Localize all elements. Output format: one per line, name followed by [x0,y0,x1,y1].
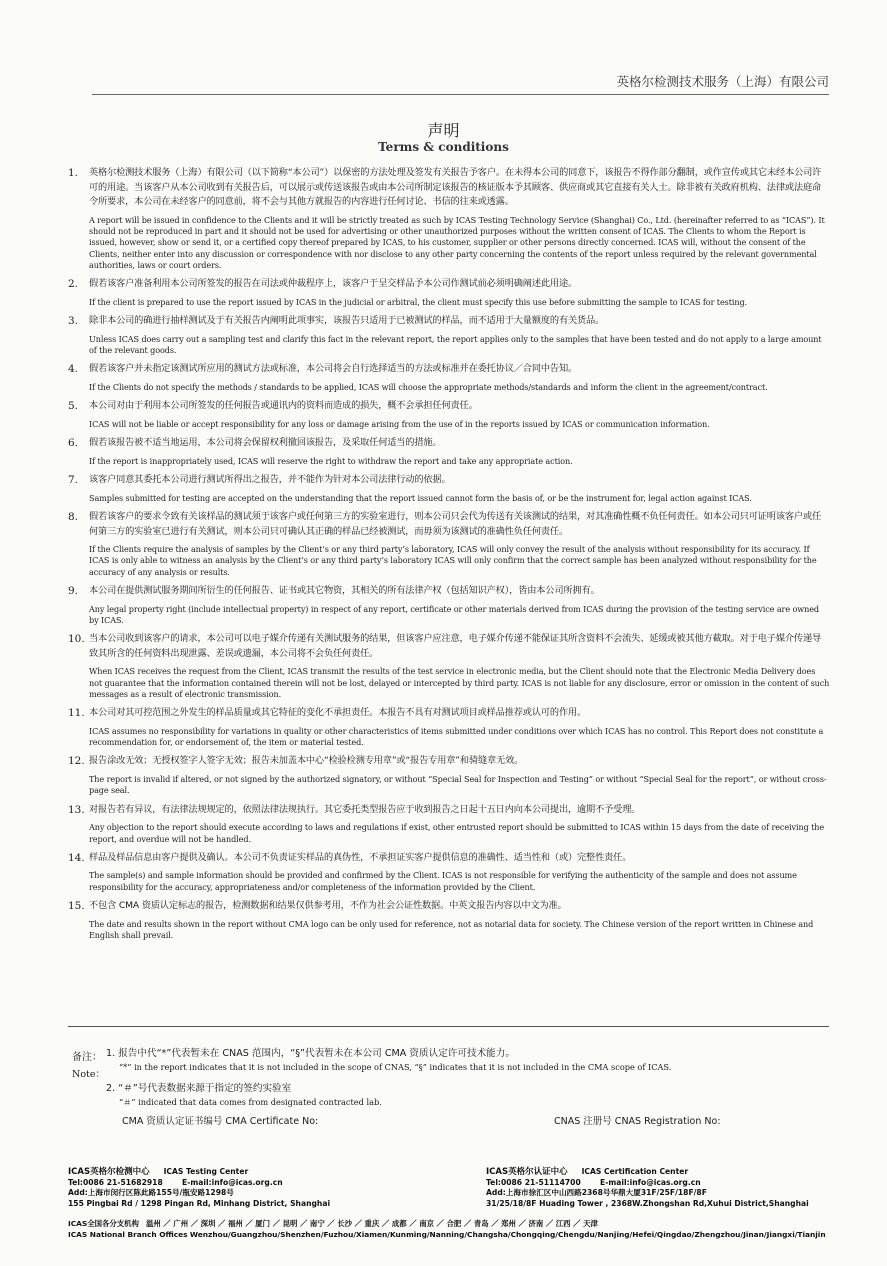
term-number: 4. [68,363,79,376]
branch-cities-en: Wenzhou/Guangzhou/Shenzhen/Fuzhou/Xiamen/Kunming/Nanning/Changsha/Chongqing/Chengdu/Nanjing/Hefei/Qingdao/Zhengzhou/Jinan/Jiangxi/Tianjin [189,1230,826,1239]
term-text-zh: 不包含 CMA 资质认定标志的报告，检测数据和结果仅供参考用，不作为社会公证性数据。中英文报告内容以中文为准。 [89,900,567,911]
term-number: 3. [68,315,79,328]
office-name-en: ICAS Testing Center [163,1167,249,1176]
term-text-en: ICAS assumes no responsibility for variations in quality or other characteristics of items submitted under conditions over which ICAS has no control. This Report does not constitute a recommendation for, or endorsement of, the item or material tested. [89,725,824,748]
note-text-zh: 1. 报告中代“*”代表暂未在 CNAS 范围内，“§”代表暂未在本公司 CMA 资质认定许可技术能力。 [106,1048,515,1059]
term-number: 12. [68,755,85,768]
office-name-zh: ICAS英格尔检测中心 [68,1167,150,1177]
term-text-zh: 除非本公司的确进行抽样测试及于有关报告内阐明此项事实，该报告只适用于已被测试的样品，而不适用于大量额度的有关货品。 [89,315,605,327]
term-text-zh: 假若该客户的要求令致有关该样品的测试须于该客户或任何第三方的实验室进行，则本公司只会代为传送有关该测试的结果，对其准确性概不负任何责任。如本公司只可证明该客户或任何第三方的实验室已进行有关测试，则本公司只可确认其正确的样品已经被测试，而毋须为该测试的准确性负任何责任。 [89,510,822,537]
term-item [68,166,830,271]
term-text-zh: 本公司在提供测试服务期间所衍生的任何报告、证书或其它物资，其相关的所有法律产权（包括知识产权），皆由本公司所拥有。 [89,584,600,596]
term-item [68,584,830,626]
office-address-zh: Add:上海市徐汇区中山西路2368号华鼎大厦31F/25F/18F/8F [486,1188,707,1197]
term-number: 2. [68,278,79,291]
office-tel: Tel:0086 21-51114700 [486,1177,581,1187]
office-name-zh: ICAS英格尔认证中心 [486,1167,568,1177]
term-text-en: Unless ICAS does carry out a sampling test and clarify this fact in the relevant report, the report applies only to the samples that have been tested and do not apply to a large amount of the relevant goods. [89,333,822,356]
certification-center-contact [486,1167,809,1209]
term-item [68,314,830,356]
term-text-zh: 当本公司收到该客户的请求，本公司可以电子媒介传递有关测试服务的结果，但该客户应注意，电子媒介传递不能保证其所含资料不会流失、延缓或被其他方截取。对于电子媒介传递导致其所含的任何资料出现泄露、差误或遗漏，本公司将不会负任何责任。 [89,633,822,659]
term-text-zh: 该客户同意其委托本公司进行测试所得出之报告，并不能作为针对本公司法律行动的依据。 [89,474,451,486]
term-number: 14. [68,851,85,864]
term-item [68,899,830,941]
company-header: 英格尔检测技术服务（上海）有限公司 [616,74,829,89]
term-item [68,632,830,700]
term-number: 7. [68,474,79,487]
term-number: 9. [68,584,79,597]
term-text-en: Samples submitted for testing are accepted on the understanding that the report issued cannot form the basis of, or be the instrument for, legal action against ICAS. [89,492,752,503]
term-number: 1. [68,167,79,179]
office-email: E-mail:info@icas.org.cn [182,1177,283,1187]
term-number: 8. [68,510,79,523]
term-item [68,473,830,504]
term-text-en: The report is invalid if altered, or not signed by the authorized signatory, or without “Special Seal for Inspection and Testing” or without “Special Seal for the report”, or without cross-page seal. [89,774,827,796]
term-text-en: When ICAS receives the request from the Client, ICAS transmit the results of the test service in electronic media, but the Client should note that the Electronic Media Delivery does not guarantee that the information contained therein will not be lost, delayed or intercepted by third party. ICAS is not liable for any disclosure, error or omission in the content of such messages as a result of electronic transmission. [89,666,830,699]
cnas-registration-label: CNAS 注册号 CNAS Registration No: [554,1116,721,1127]
term-text-zh: 样品及样品信息由客户提供及确认。本公司不负责证实样品的真伪性，不承担证实客户提供信息的准确性、适当性和（或）完整性责任。 [89,851,632,863]
term-text-zh: 本公司对由于利用本公司所签发的任何报告或通讯内的资料而造成的损失，概不会承担任何责任。 [89,400,478,412]
note-label-en: Note： [72,1069,105,1080]
term-text-zh: 本公司对其可控范围之外发生的样品质量或其它特征的变化不承担责任。本报告不具有对测试项目或样品推荐或认可的作用。 [89,707,587,719]
term-text-en: If the Clients require the analysis of samples by the Client’s or any third party’s laboratory, ICAS will only convey the result of the analysis without responsibility for its accuracy. If ICAS is only able to witness an analysis by the Client’s or any third party’s laboratory ICAS will only confirm that the correct sample has been analyzed without responsibility for the accuracy of any analysis or results. [89,544,817,577]
term-item [68,851,830,893]
term-item [68,754,830,796]
term-item [68,277,830,308]
term-item [68,706,830,748]
page-title-en: Terms & conditions [378,140,509,154]
terms-list [68,166,830,947]
office-email: E-mail:info@icas.org.cn [600,1177,701,1187]
term-number: 10. [68,633,85,646]
term-text-zh: 假若该客户并未指定该测试所应用的测试方法或标准，本公司将会自行选择适当的方法或标准并在委托协议／合同中告知。 [89,363,578,375]
note-item [106,1047,806,1073]
term-text-en: If the Clients do not specify the methods / standards to be applied, ICAS will choose the appropriate methods/standards and inform the client in the agreement/contract. [89,381,768,392]
term-text-zh: 假若该报告被不适当地运用，本公司将会保留权利撤回该报告，及采取任何适当的措施。 [89,437,442,449]
office-address-en: 155 Pingbai Rd / 1298 Pingan Rd, Minhang District, Shanghai [68,1198,331,1208]
header-divider [92,94,829,95]
term-text-en: If the client is prepared to use the report issued by ICAS in the judicial or arbitral, the client must specify this use before submitting the sample to ICAS for testing. [89,296,748,307]
branch-label-en: ICAS National Branch Offices [68,1230,188,1239]
term-text-zh: 对报告若有异议，有法律法规规定的，依照法律法规执行。其它委托类型报告应于收到报告之日起十五日内向本公司提出，逾期不予受理。 [89,803,641,815]
term-number: 15. [68,900,85,912]
note-text-en: “*” in the report indicates that it is not included in the scope of CNAS, “§” indicates that it is not included in the CMA scope of ICAS. [119,1062,672,1072]
term-text-en: A report will be issued in confidence to the Clients and it will be strictly treated as such by ICAS Testing Technology Service (Shanghai) Co., Ltd. (hereinafter referred to as “ICAS”). It should not be reproduced in part and it should not be used for advertising or other unauthorized purposes without the written consent of ICAS. The Clients to whom the Report is issued, however, show or send it, or a certified copy thereof prepared by ICAS, to his customer, supplier or other persons directly concerned. ICAS will, without the consent of the Clients, neither enter into any discussion or correspondence with nor disclose to any other party concerning the contents of the report unless required by the relevant governmental authorities, laws or court orders. [89,214,825,270]
office-tel: Tel:0086 21-51682918 [68,1177,163,1187]
term-text-en: Any legal property right (include intellectual property) in respect of any report, certificate or other materials derived from ICAS during the provision of the testing service are owned by ICAS. [89,603,819,625]
testing-center-contact [68,1167,330,1209]
branch-offices [68,1218,829,1240]
note-text-en: “＃” indicated that data comes from designated contracted lab. [119,1097,382,1107]
term-text-en: If the report is inappropriately used, ICAS will reserve the right to withdraw the report and take any appropriate action. [89,455,573,466]
term-number: 5. [68,400,79,413]
note-label-zh: 备注： [72,1052,102,1063]
term-number: 11. [68,707,85,720]
cma-certificate-label: CMA 资质认定证书编号 CMA Certificate No: [122,1116,319,1127]
office-name-en: ICAS Certification Center [581,1167,689,1176]
term-text-en: The sample(s) and sample information should be provided and confirmed by the Client. ICAS is not responsible for verifying the authenticity of the sample and does not assume responsibility for the accuracy, appropriateness and/or completeness of the information provided by the Client. [89,870,797,892]
term-text-zh: 报告涂改无效；无授权签字人签字无效；报告未加盖本中心“检验检测专用章”或“报告专用章”和骑缝章无效。 [89,755,524,767]
term-text-en: Any objection to the report should execute according to laws and regulations if exist, other entrusted report should be submitted to ICAS within 15 days from the date of receiving the report, and overdue will not be handled. [89,822,825,844]
term-text-zh: 假若该客户准备利用本公司所签发的报告在司法或仲裁程序上，该客户于呈交样品予本公司作测试前必须明确阐述此用途。 [89,278,578,290]
term-number: 13. [68,803,85,816]
footer-divider [68,1026,829,1027]
term-item [68,510,830,578]
term-text-en: The date and results shown in the report without CMA logo can be only used for reference, not as notarial data for society. The Chinese version of the report written in Chinese and English shall prevail. [89,918,814,940]
term-item [68,399,830,430]
office-address-en: 31/25/18/8F Huading Tower , 2368W.Zhongshan Rd,Xuhui District,Shanghai [486,1198,809,1208]
term-text-zh: 英格尔检测技术服务（上海）有限公司（以下简称“本公司”）以保密的方法处理及签发有关报告予客户。在未得本公司的同意下，该报告不得作部分翻制，或作宣传或其它未经本公司许可的用途。当该客户从本公司收到有关报告后，可以展示或传送该报告或由本公司所制定该报告的核证版本予其顾客、供应商或其它直接有关人士。除非被有关政府机构、法律或法庭命令所要求，本公司在未经客户的同意前，将不会与其他方就报告的内容进行任何讨论、书信的往来或透露。 [89,167,822,208]
term-text-en: ICAS will not be liable or accept responsibility for any loss or damage arising from the use of in the reports issued by ICAS or communication information. [89,418,710,429]
branch-cities-zh: 温州 ／ 广州 ／ 深圳 ／ 福州 ／ 厦门 ／ 昆明 ／ 南宁 ／ 长沙 ／ 重庆 ／ 成都 ／ 南京 ／ 合肥 ／ 青岛 ／ 郑州 ／ 济南 ／ 江西 ／ 天津 [146,1219,598,1228]
term-item [68,362,830,393]
term-item [68,436,830,467]
office-address-zh: Add:上海市闵行区陈此路155号/瓶安路1298号 [68,1188,234,1197]
note-item [106,1082,806,1108]
page-title-zh: 声明 [427,121,460,140]
note-text-zh: 2. “＃”号代表数据来源于指定的签约实验室 [106,1083,292,1094]
term-number: 6. [68,437,79,450]
branch-label-zh: ICAS全国各分支机构 [68,1219,139,1228]
term-item [68,803,830,845]
